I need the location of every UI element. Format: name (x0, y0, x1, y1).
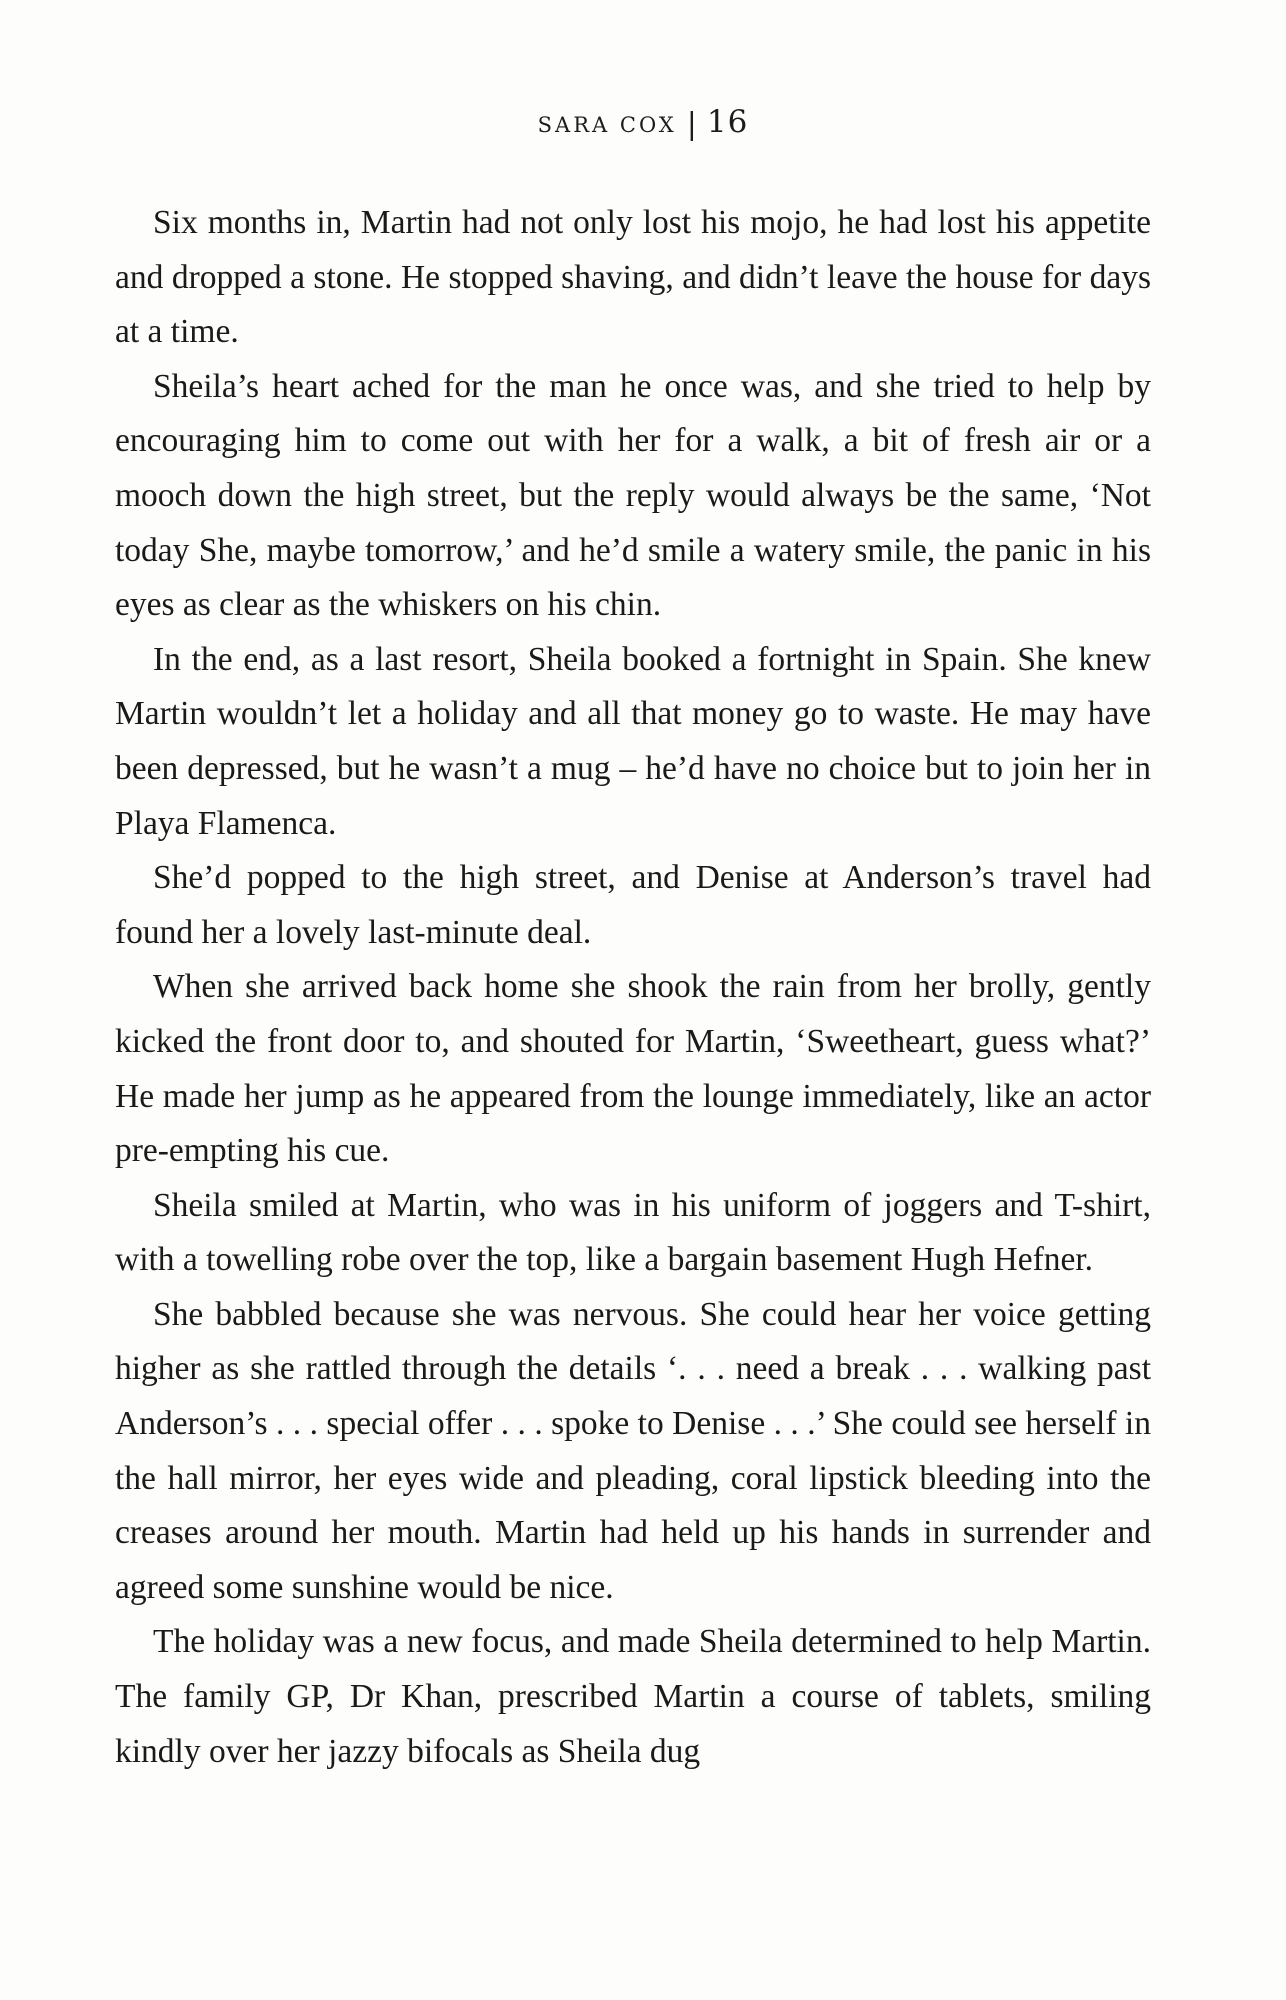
paragraph: When she arrived back home she shook the rain from her brolly, gently kicked the front door to, and shouted for Martin, ‘Sweetheart, guess what?’ He made her jump as he appeared from the lounge immediately, like an actor pre-empting his cue. (115, 968, 1151, 1170)
body-text (115, 196, 1151, 1779)
paragraph: The holiday was a new focus, and made Sheila determined to help Martin. The family GP, Dr Khan, prescribed Martin a course of tablets, smiling kindly over her jazzy bifocals as Sheila dug (115, 1623, 1151, 1770)
author-name: SARA COX (537, 113, 677, 137)
running-head (0, 100, 1286, 144)
paragraph: She’d popped to the high street, and Denise at Anderson’s travel had found her a lovely last-minute deal. (115, 859, 1151, 951)
paragraph: Six months in, Martin had not only lost his mojo, he had lost his appetite and dropped a stone. He stopped shaving, and didn’t leave the house for days at a time. (115, 204, 1151, 351)
paragraph: Sheila smiled at Martin, who was in his uniform of joggers and T-shirt, with a towelling robe over the top, like a bargain basement Hugh Hefner. (115, 1186, 1151, 1279)
paragraph: Sheila’s heart ached for the man he once was, and she tried to help by encouraging him to come out with her for a walk, a bit of fresh air or a mooch down the high street, but the reply would always be the same, ‘Not today She, maybe tomorrow,’ and he’d smile a watery smile, the panic in his eyes as clear as the whiskers on his chin. (115, 367, 1151, 624)
page-number: 16 (706, 104, 749, 140)
paragraph: In the end, as a last resort, Sheila booked a fortnight in Spain. She knew Martin wouldn’t let a holiday and all that money go to waste. He may have been depressed, but he wasn’t a mug – he’d have no choice but to join her in Playa Flamenca. (115, 640, 1151, 842)
paragraph: She babbled because she was nervous. She could hear her voice getting higher as she rattled through the details ‘. . . need a break . . . walking past Anderson’s . . . special offer . . . spoke to Denise . . .’ She could see herself in the hall mirror, her eyes wide and pleading, coral lipstick bleeding into the creases around her mouth. Martin had held up his hands in surrender and agreed some sunshine would be nice. (115, 1295, 1151, 1606)
header-separator: | (686, 107, 697, 142)
